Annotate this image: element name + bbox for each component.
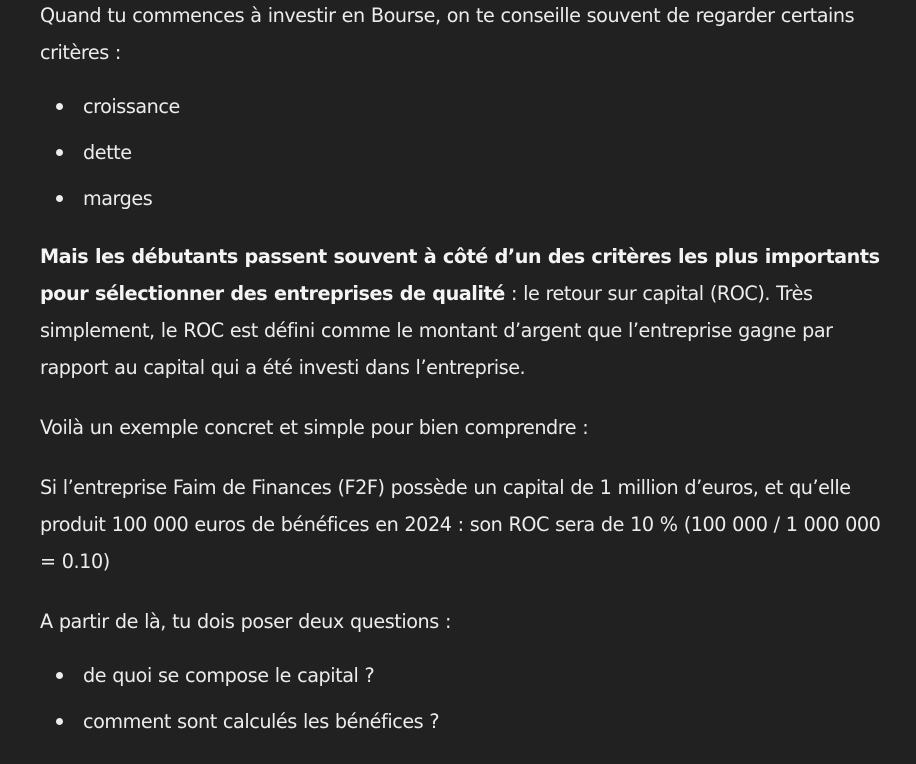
roc-paragraph	[40, 238, 916, 386]
list-item	[40, 130, 916, 176]
bullet-icon	[56, 103, 63, 110]
bullet-icon	[56, 195, 63, 202]
questions-intro-paragraph: A partir de là, tu dois poser deux questions :	[40, 610, 451, 633]
list-item-text: marges	[83, 187, 153, 210]
list-item-text: de quoi se compose le capital ?	[83, 664, 375, 687]
list-item-text: dette	[83, 141, 132, 164]
bullet-icon	[56, 672, 63, 679]
list-item	[40, 176, 916, 222]
list-item-text: croissance	[83, 95, 180, 118]
roc-bold-text: Mais les débutants passent souvent à côté d’un des critères les plus importants pour sélectionner des entreprises de qualité	[40, 245, 880, 305]
questions-list	[40, 653, 916, 745]
bullet-icon	[56, 718, 63, 725]
list-item-text: comment sont calculés les bénéfices ?	[83, 710, 440, 733]
list-item	[40, 699, 916, 745]
roc-text: : le retour sur capital (ROC). Très simplement, le ROC est défini comme le montant d’argent que l’entreprise gagne par rapport au capital qui a été investi dans l’entreprise.	[40, 282, 833, 379]
example-intro-paragraph: Voilà un exemple concret et simple pour bien comprendre :	[40, 416, 589, 439]
bullet-icon	[56, 149, 63, 156]
example-paragraph: Si l’entreprise Faim de Finances (F2F) possède un capital de 1 million d’euros, et qu’elle produit 100 000 euros de bénéfices en 2024 : son ROC sera de 10 % (100 000 / 1 000 000 = 0.10)	[40, 476, 881, 573]
list-item	[40, 653, 916, 699]
criteria-list	[40, 84, 916, 222]
list-item	[40, 84, 916, 130]
intro-paragraph: Quand tu commences à investir en Bourse, on te conseille souvent de regarder certains critères :	[40, 4, 855, 64]
